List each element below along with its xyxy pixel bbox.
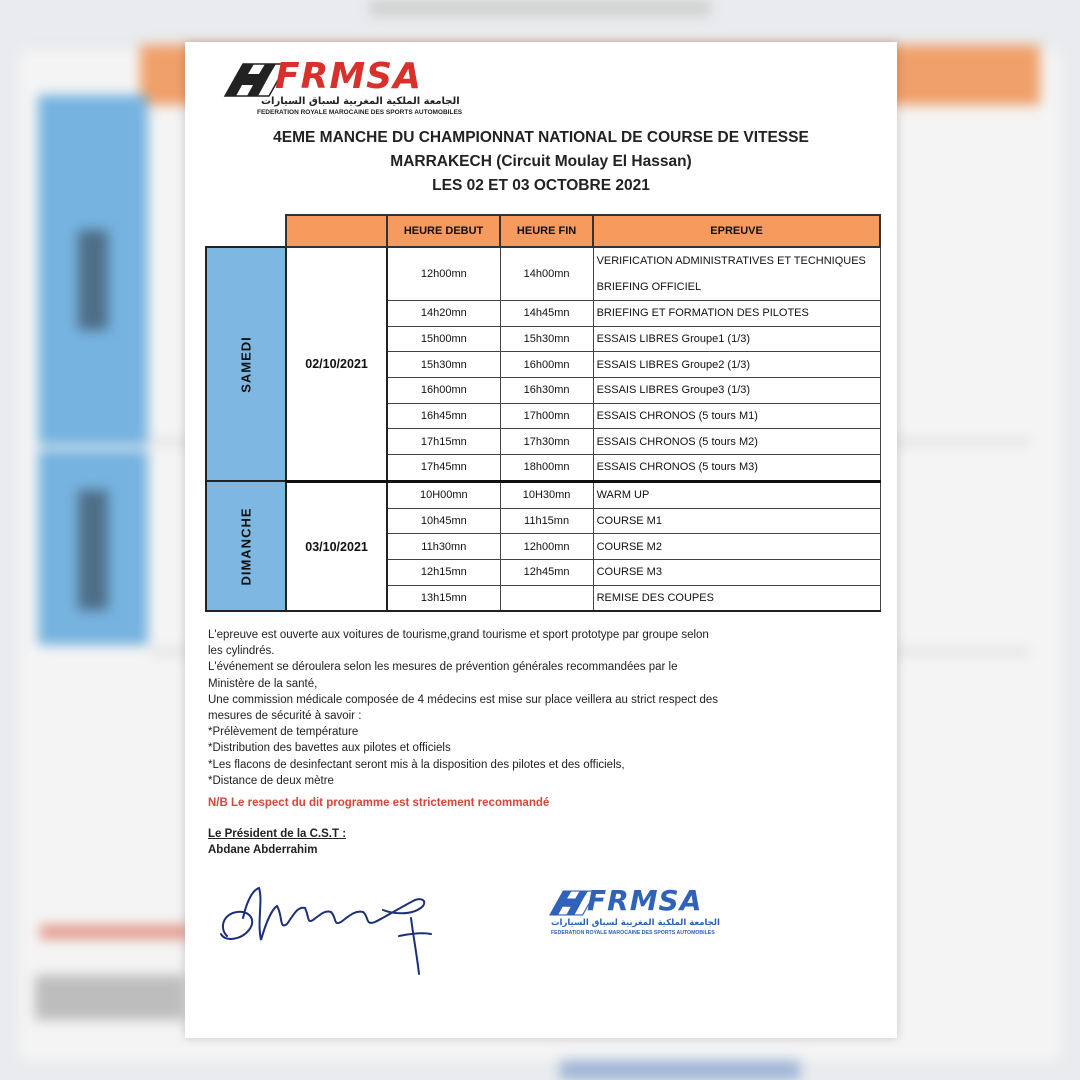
table-row (206, 481, 880, 508)
event-cell: ESSAIS LIBRES Groupe1 (1/3) (593, 326, 880, 352)
start-time: 17h15mn (387, 429, 500, 455)
event-cell: ESSAIS LIBRES Groupe3 (1/3) (593, 378, 880, 404)
nb-warning: N/B Le respect du dit programme est strictement recommandé (208, 797, 550, 810)
stamp-subtitle: FEDERATION ROYALE MAROCAINE DES SPORTS AUTOMOBILES (551, 930, 715, 936)
note-line: Une commission médicale composée de 4 médecins est mise sur place veillera au strict respect des (208, 693, 719, 706)
end-time: 10H30mn (500, 481, 593, 508)
date-samedi: 02/10/2021 (286, 247, 387, 481)
event-cell: BRIEFING ET FORMATION DES PILOTES (593, 301, 880, 327)
note-line: mesures de sécurité à savoir : (208, 710, 362, 723)
stamp-wordmark: FRMSA (587, 884, 703, 917)
note-line: *Distance de deux mètre (208, 774, 334, 787)
event-location: MARRAKECH (Circuit Moulay El Hassan) (390, 153, 692, 170)
document-page (185, 42, 897, 1038)
event-dates: LES 02 ET 03 OCTOBRE 2021 (432, 177, 650, 194)
event-cell: COURSE M3 (593, 559, 880, 585)
start-time: 15h00mn (387, 326, 500, 352)
frmsa-stamp (547, 882, 720, 944)
start-time: 12h15mn (387, 559, 500, 585)
logo-wordmark: FRMSA (275, 56, 422, 97)
event-cell: ESSAIS CHRONOS (5 tours M3) (593, 455, 880, 482)
end-time: 15h30mn (500, 326, 593, 352)
end-time: 14h00mn (500, 247, 593, 301)
signatory-role: Le Président de la C.S.T : (208, 828, 347, 840)
event-cell: REMISE DES COUPES (593, 585, 880, 611)
event-title: 4EME MANCHE DU CHAMPIONNAT NATIONAL DE COURSE DE VITESSE (273, 129, 809, 146)
start-time: 15h30mn (387, 352, 500, 378)
stamp-arabic: الجامعة الملكية المغربية لسباق السيارات (551, 918, 720, 928)
end-time: 16h00mn (500, 352, 593, 378)
note-line: *Prélèvement de température (208, 726, 359, 739)
end-time: 11h15mn (500, 508, 593, 534)
handwritten-signature (213, 870, 443, 980)
end-time: 12h00mn (500, 534, 593, 560)
start-time: 13h15mn (387, 585, 500, 611)
frmsa-logo (221, 56, 463, 118)
notes-block (208, 627, 718, 811)
header-heure-fin: HEURE FIN (500, 215, 593, 247)
end-time: 16h30mn (500, 378, 593, 404)
note-line: les cylindrés. (208, 645, 275, 658)
logo-subtitle: FEDERATION ROYALE MAROCAINE DES SPORTS AUTOMOBILES (257, 109, 463, 116)
note-line: Ministère de la santé, (208, 677, 318, 690)
day-label-samedi: SAMEDI (206, 247, 286, 481)
start-time: 10H00mn (387, 481, 500, 508)
note-line: *Les flacons de desinfectant seront mis à la disposition des pilotes et des officiels, (208, 758, 625, 771)
start-time: 10h45mn (387, 508, 500, 534)
event-cell: ESSAIS LIBRES Groupe2 (1/3) (593, 352, 880, 378)
note-line: *Distribution des bavettes aux pilotes et officiels (208, 742, 451, 755)
end-time: 18h00mn (500, 455, 593, 482)
end-time: 14h45mn (500, 301, 593, 327)
event-cell: COURSE M1 (593, 508, 880, 534)
table-row (206, 247, 880, 301)
end-time: 17h30mn (500, 429, 593, 455)
start-time: 12h00mn (387, 247, 500, 301)
end-time (500, 585, 593, 611)
signatory-name: Abdane Abderrahim (208, 844, 318, 856)
event-cell: WARM UP (593, 481, 880, 508)
start-time: 16h00mn (387, 378, 500, 404)
start-time: 11h30mn (387, 534, 500, 560)
header-heure-debut: HEURE DEBUT (387, 215, 500, 247)
date-dimanche: 03/10/2021 (286, 481, 387, 611)
event-cell: ESSAIS CHRONOS (5 tours M2) (593, 429, 880, 455)
table-header-row (206, 215, 880, 247)
event-cell: VERIFICATION ADMINISTRATIVES ET TECHNIQUES BRIEFING OFFICIEL (593, 247, 880, 301)
schedule-table (205, 214, 881, 612)
event-cell: COURSE M2 (593, 534, 880, 560)
end-time: 12h45mn (500, 559, 593, 585)
note-line: L'epreuve est ouverte aux voitures de tourisme,grand tourisme et sport prototype par groupe selon (208, 629, 709, 641)
event-cell: ESSAIS CHRONOS (5 tours M1) (593, 403, 880, 429)
end-time: 17h00mn (500, 403, 593, 429)
start-time: 16h45mn (387, 403, 500, 429)
signatory-block (208, 826, 346, 858)
start-time: 17h45mn (387, 455, 500, 482)
day-label-dimanche: DIMANCHE (206, 481, 286, 611)
header-epreuve: EPREUVE (593, 215, 880, 247)
start-time: 14h20mn (387, 301, 500, 327)
note-line: L'événement se déroulera selon les mesures de prévention générales recommandées par le (208, 661, 678, 674)
logo-arabic: الجامعة الملكية المغربية لسباق السيارات (261, 96, 460, 107)
